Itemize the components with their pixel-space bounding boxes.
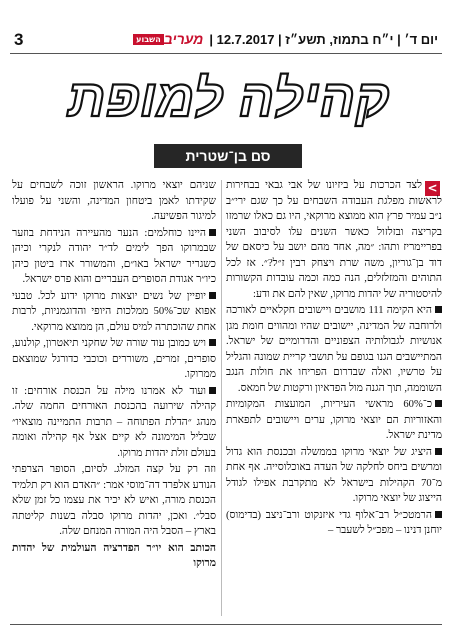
paragraph — [226, 508, 442, 539]
paragraph-text: היא הקימה 111 מושבים ויישובים חקלאיים לאורכה ולרוחבה של המדינה, יישובים שהיו ומהווים חומת מגן אנושיות לגבולותיה הצפוניים והדרומיים של ישראל. המתיישבים הגנו בגופם על תושבי קריית שמונה והגליל על טרשיו, ואלה שבדרום הפריחו את חולות הנגב השוממה, תוך הגנה מול הפדאיון ורקטות של חמאס. — [226, 305, 442, 394]
paragraph-text: ועוד לא אמרנו מילה על הכנסת אורחים: זו קהילה שירועה בהכנסת האורחים החמה שלה. מנהג ״הדלת הפתוחה – תרבות התמיינה מוצאיו״ שבליל המימונה לא קיים אצל אף קהילה ואומה בעולם זולת יהדות מרוקו. — [12, 385, 216, 459]
paragraph-text: יופיין של נשים יוצאות מרוקו ידוע לכל. טבעי אפוא שכ־50% ממלכות היופי והדוגמניות, לרבות אחת שהוכתרה למיס עולם, הן ממוצא מרוקאי. — [12, 290, 216, 333]
article-headline: קהילה למופת — [68, 70, 390, 128]
issue-date-line — [131, 31, 438, 49]
author-byline: סם בן־שטרית — [154, 144, 302, 168]
paragraph — [12, 336, 216, 383]
paragraph-text: ויש כמובן עוד שורה של שחקני תיאטרון, קולנוע, סופרים, זמרים, משוררים וכוכבי כדורגל שמוצאם ממרוקו. — [12, 338, 216, 380]
paragraph-text: הרמטכ״ל רב־אלוף גדי איזנקוט ורב־ניצב (בדימוס) יוחנן דנינו – מפכ״ל לשעבר – — [226, 509, 442, 536]
paragraph-text: היינו כוחלמים: הנער מהעיירה הנידחת בוזער שבמרוקו הפך לימים לד״ר יהודה לנקרי וכיהן כשגריר ישראל באו״ם, והמשורר ארז ביטון כיהן כיו״ר אגודת הסופרים העבריים והוא פרס ישראל. — [12, 227, 216, 285]
paragraph-text: היציג של יוצאי מרוקו בממשלה ובכנסת הוא גדול ומרשים ביחס לחלקה של העדה באוכלוסייה. אף אחת מ־70 הקהילות בישראל לא מתקרבת אפילו לגודל הייצוג של יוצאי מרוקו. — [226, 446, 442, 504]
bullet-square-icon — [209, 292, 216, 299]
paragraph — [12, 384, 216, 462]
article-column-left — [12, 178, 216, 618]
date-text: יום ד׳ | י״ח בתמוז, תשע״ז | 12.7.2017 | — [209, 32, 438, 47]
paragraph — [226, 445, 442, 507]
paragraph: לצד הכרכות על ביזיונו של אבי גבאי בבחירות לראשות מפלגת העבודה השבחים על כך שגם ירי״ב נ״ב עמיר פרץ הוא ממוצא מרוקאי, היו גם כאלו שרמזו בקריצה ובזלזול כאשר השנים עלו לסיבוב השני בפריימריז ותהו: ״מה, אחד מהם יושב על כיסאם של דוד בן־גוריון, משה שרת ויצחק רבין ז״ל?״. אז לכל התוהים והמזלזלים, הנה כמה וכמה עובדות הקשורות להיסטוריה של יהדות מרוקו, שאין להם את ודע: — [226, 180, 442, 300]
paragraph-text: כ־60% מראשי העיריות, המועצות המקומיות והאזוריות הם יוצאי מרוקו, ערים ויישובים לתפארת מדינת ישראל. — [226, 399, 442, 441]
author-signature: הכותב הוא יו״ר הפדרציה העולמית של יהדות מרוקו — [12, 542, 216, 569]
brand-sub: השבוע — [133, 34, 164, 45]
masthead-logo — [131, 31, 203, 49]
column-divider — [221, 180, 222, 616]
paragraph: שניהם יוצאי מרוקו. הראשון זוכה לשבחים על שקידתו לאמן ביטחון המדינה, והשני על פועלו למיגור הפשיעה. — [12, 180, 216, 222]
paragraph: וזה רק על קצה המזלג. לסיום, הסופר הצרפתי הנודע אלפרד דה־מוסי אמר: ״האדם הוא רק תלמיד הכנסת מורה, ואיש לא יכיר את עצמו כל זמן שלא סבל״. ואכן, יהדות מרוקו סבלה בשנות קליטתה בארץ – הסבל היה המורה המנחם שלה. — [12, 464, 216, 537]
page-header — [14, 30, 438, 50]
lead-arrow-icon: < — [425, 181, 440, 196]
header-rule — [10, 53, 442, 54]
bullet-square-icon — [209, 229, 216, 236]
bullet-square-icon — [209, 387, 216, 394]
bullet-square-icon — [435, 511, 442, 518]
brand-name: מעריב — [163, 31, 204, 47]
bullet-square-icon — [435, 306, 442, 313]
paragraph — [12, 289, 216, 336]
bullet-square-icon — [435, 448, 442, 455]
bullet-square-icon — [435, 400, 442, 407]
paragraph — [226, 397, 442, 444]
paragraph — [226, 303, 442, 396]
footer-rule — [10, 624, 442, 625]
page-number: 3 — [14, 30, 24, 49]
article-column-right — [226, 178, 442, 618]
paragraph — [12, 226, 216, 288]
bullet-square-icon — [209, 339, 216, 346]
